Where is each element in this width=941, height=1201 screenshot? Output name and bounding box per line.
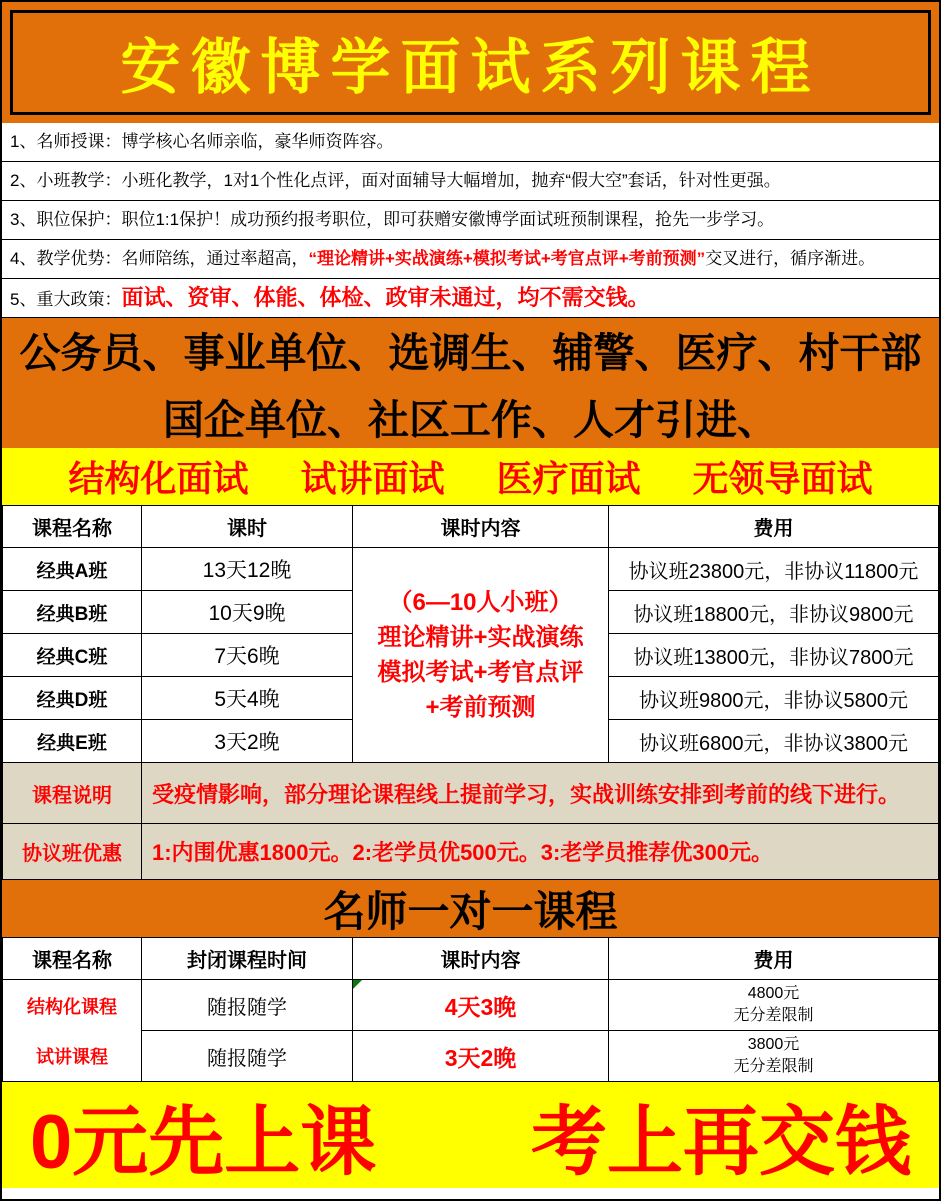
feature-label: 3、职位保护：: [10, 210, 122, 229]
table-header-row: [3, 506, 939, 548]
one-on-one-table: [2, 937, 939, 1082]
feature-list: [2, 123, 939, 318]
feature-item: [2, 240, 939, 279]
feature-item: [2, 279, 939, 318]
price-line: 3800元: [747, 1036, 800, 1053]
note-row: [3, 824, 939, 880]
audience-line: 国企单位、社区工作、人才引进、: [163, 397, 778, 443]
column-header: 课时内容: [353, 938, 609, 980]
feature-item: [2, 201, 939, 240]
course-content-text: 3天2晚: [444, 1044, 517, 1071]
interview-type: 试讲面试: [300, 458, 445, 499]
course-time: 随报随学: [142, 1031, 353, 1082]
course-duration: 3天2晚: [142, 720, 353, 763]
course-price: [609, 1031, 939, 1082]
table-header-row: [3, 938, 939, 980]
course-name: 经典C班: [3, 634, 142, 677]
course-duration: 13天12晚: [142, 548, 353, 591]
feature-text: 交叉进行，循序渐进。: [705, 249, 876, 268]
interview-type: 无领导面试: [692, 458, 873, 499]
one-on-one-banner: 名师一对一课程: [2, 880, 939, 937]
poster-title: 安徽博学面试系列课程: [120, 34, 821, 101]
feature-label: 5、重大政策：: [10, 290, 122, 309]
feature-highlight: “理论精讲+实战演练+模拟考试+考官点评+考前预测”: [308, 249, 706, 268]
content-line: 理论精讲+实战演练: [377, 624, 584, 651]
column-header: 课时内容: [353, 506, 609, 548]
course-duration: 5天4晚: [142, 677, 353, 720]
interview-type: 结构化面试: [68, 458, 249, 499]
interview-types-strip: [2, 448, 939, 505]
feature-label: 1、名师授课：: [10, 132, 122, 151]
course-duration: 7天6晚: [142, 634, 353, 677]
course-name: 经典E班: [3, 720, 142, 763]
course-name: 经典B班: [3, 591, 142, 634]
course-price: 协议班13800元，非协议7800元: [609, 634, 939, 677]
course-price: 协议班9800元，非协议5800元: [609, 677, 939, 720]
slogan-right: 考上再交钱: [531, 1099, 911, 1185]
column-header: 费用: [609, 506, 939, 548]
content-line: 模拟考试+考官点评: [377, 659, 584, 686]
column-header: 课程名称: [3, 938, 142, 980]
note-text: 受疫情影响，部分理论课程线上提前学习，实战训练安排到考前的线下进行。: [142, 763, 939, 824]
column-header: 课程名称: [3, 506, 142, 548]
feature-item: [2, 123, 939, 162]
feature-text: 小班化教学，1对1个性化点评，面对面辅导大幅增加，抛弃“假大空”套话，针对性更强。: [121, 171, 781, 190]
column-header: 课时: [142, 506, 353, 548]
course-price: 协议班18800元，非协议9800元: [609, 591, 939, 634]
content-line: +考前预测: [425, 694, 536, 721]
price-line: 4800元: [747, 985, 800, 1002]
table-row: [3, 980, 939, 1031]
note-row: [3, 763, 939, 824]
feature-text: 职位1:1保护！成功预约报考职位，即可获赠安徽博学面试班预制课程，抢先一步学习。: [121, 210, 775, 229]
interview-type: 医疗面试: [496, 458, 641, 499]
column-header: 费用: [609, 938, 939, 980]
feature-item: [2, 162, 939, 201]
course-name: 经典D班: [3, 677, 142, 720]
content-line: （6—10人小班）: [388, 589, 573, 616]
course-name-cell: [3, 980, 142, 1082]
course-content-cell: [353, 548, 609, 763]
course-table: [2, 505, 939, 880]
feature-highlight: 面试、资审、体能、体检、政审未通过，均不需交钱。: [121, 285, 650, 310]
table-row: [3, 1031, 939, 1082]
course-content-text: 4天3晚: [444, 993, 517, 1020]
feature-label: 4、教学优势：: [10, 249, 122, 268]
price-line: 无分差限制: [733, 1058, 814, 1075]
feature-text: 博学核心名师亲临，豪华师资阵容。: [121, 132, 394, 151]
price-line: 无分差限制: [733, 1007, 814, 1024]
note-label: 协议班优惠: [3, 824, 142, 880]
course-content: [353, 1031, 609, 1082]
header-banner: [2, 2, 939, 123]
course-duration: 10天9晚: [142, 591, 353, 634]
title-box: [10, 10, 931, 115]
course-price: 协议班6800元，非协议3800元: [609, 720, 939, 763]
feature-text: 名师陪练，通过率超高，: [121, 249, 309, 268]
note-label: 课程说明: [3, 763, 142, 824]
course-name: 结构化课程: [27, 996, 117, 1017]
footer-slogan: [2, 1082, 939, 1188]
course-price: 协议班23800元，非协议11800元: [609, 548, 939, 591]
audience-section: [2, 318, 939, 448]
table-row: [3, 548, 939, 591]
course-name: 经典A班: [3, 548, 142, 591]
note-text: 1:内围优惠1800元。2:老学员优500元。3:老学员推荐优300元。: [142, 824, 939, 880]
slogan-left: 0元先上课: [30, 1099, 377, 1185]
course-name: 试讲课程: [36, 1046, 108, 1067]
audience-line: 公务员、事业单位、选调生、辅警、医疗、村干部: [19, 330, 922, 376]
course-price: [609, 980, 939, 1031]
cell-corner-marker-icon: [353, 980, 362, 989]
course-content: [353, 980, 609, 1031]
column-header: 封闭课程时间: [142, 938, 353, 980]
course-time: 随报随学: [142, 980, 353, 1031]
feature-label: 2、小班教学：: [10, 171, 122, 190]
